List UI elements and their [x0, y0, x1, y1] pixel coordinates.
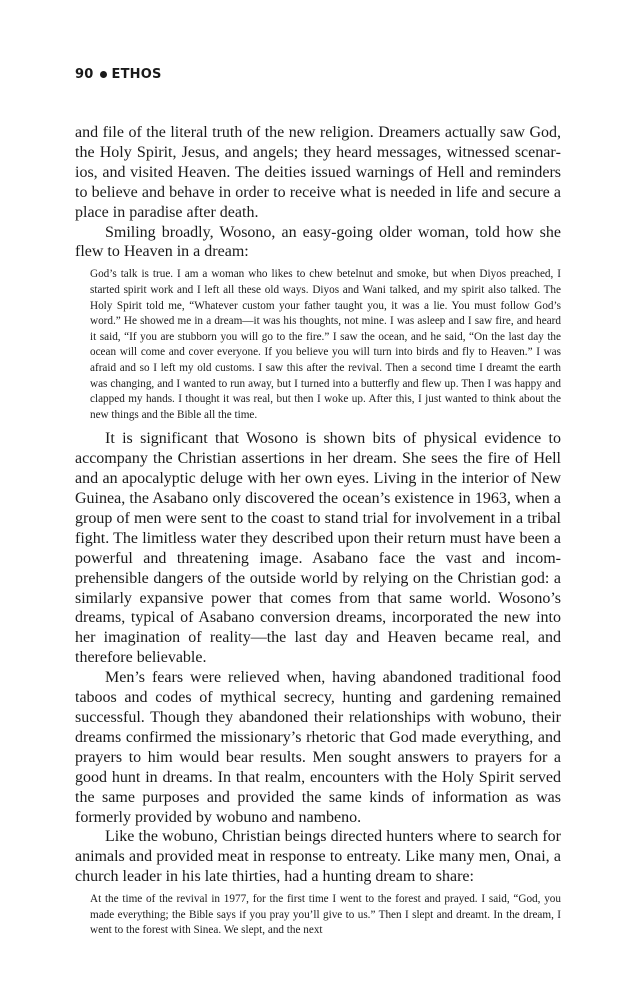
paragraph-5: Like the wobuno, Christian beings directed hunters where to search for animals and provided meat in response to entreaty. Like many men, Onai, a church leader in his late thirties, had a hunting dream to share: [75, 828, 561, 886]
page-number: 90 [75, 67, 94, 82]
paragraph-4: Men’s fears were relieved when, having abandoned traditional food taboos and codes of mythical secrecy, hunting and gardening remained successful. Though they abandoned their relationships with wobuno, their dreams confirmed the missionary’s rhetoric that God made everything, and prayers to him would bear results. Men sought answers to prayers for a good hunt in dreams. In that realm, encounters with the Holy Spirit served the same purposes and provided the same kinds of information as was formerly provided by wobuno and nambeno. [75, 669, 561, 826]
running-head [75, 67, 162, 82]
bullet-separator [100, 71, 107, 78]
paragraph-3: It is significant that Wosono is shown bits of physical evidence to accompany the Christian assertions in her dream. She sees the fire of Hell and an apocalyptic deluge with her own eyes. Living in the interior of New Guinea, the Asabano only discovered the ocean’s existence in 1963, when a group of men were sent to the coast to stand trial for involvement in a tribal fight. The limitless water they described upon their return must have been a powerful and threatening image. Asabano face the vast and incomprehensible dangers of the outside world by relying on the Christian god: a similarly expansive power that comes from that same world. Wosono’s dreams, typical of Asabano conversion dreams, incorporated the new into her imagination of reality—the last day and Heaven became real, and therefore believable. [75, 430, 561, 667]
page-body [75, 123, 561, 939]
journal-title: ETHOS [111, 67, 162, 82]
block-quote-wosono: God’s talk is true. I am a woman who likes to chew betelnut and smoke, but when Diyos preached, I started spirit work and I left all these old ways. Diyos and Wani talked, and my spirit also talked. The Holy Spirit told me, “Whatever custom your father taught you, it was a lie. You must follow God’s word.” He showed me in a dream—it was his thoughts, not mine. I was asleep and I saw fire, and heard it said, “If you are stubborn you will go to the fire.” I saw the ocean, and he said, “On the last day the ocean will come and cover everyone. If you believe you will turn into birds and fly to Heaven.” I was afraid and so I left my old customs. I saw this after the revival. Then a second time I dreamt the earth was changing, and I wanted to run away, but I turned into a butterfly and flew up. Then I was happy and clapped my hands. I thought it was real, but then I woke up. After this, I just wanted to think about the new things and the Bible all the time. [90, 268, 561, 421]
paragraph-2: Smiling broadly, Wosono, an easy-going older woman, told how she flew to Heaven in a dream: [75, 223, 561, 261]
block-quote-onai: At the time of the revival in 1977, for the first time I went to the forest and prayed. I said, “God, you made everything; the Bible says if you pray you’ll give to us.” Then I slept and dreamt. In the dream, I went to the forest with Sinea. We slept, and the next [90, 893, 561, 937]
paragraph-1: and file of the literal truth of the new religion. Dreamers actually saw God, the Holy Spirit, Jesus, and angels; they heard messages, witnessed scenarios, and visited Heaven. The deities issued warnings of Hell and reminders to believe and behave in order to receive what is needed in life and secure a place in paradise after death. [75, 124, 561, 221]
